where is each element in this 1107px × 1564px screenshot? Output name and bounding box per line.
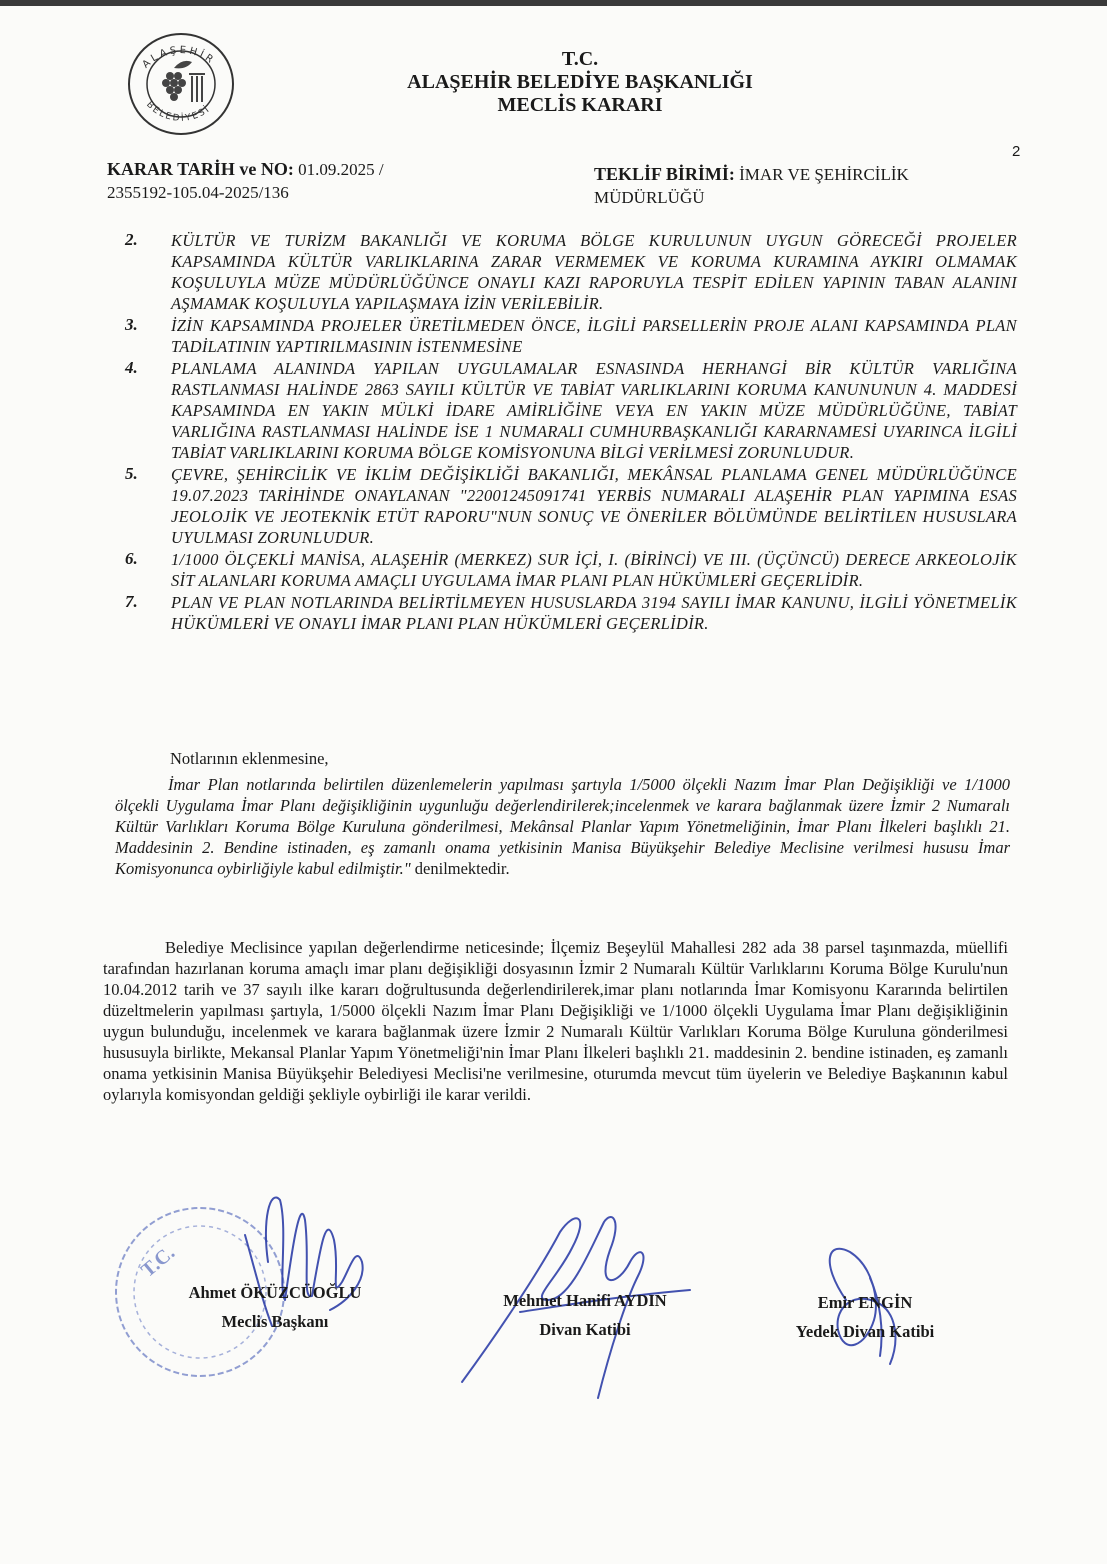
list-item xyxy=(125,315,1017,357)
list-item xyxy=(125,230,1017,314)
plan-notes-list xyxy=(125,230,1017,635)
header-institution: ALAŞEHİR BELEDİYE BAŞKANLIĞI xyxy=(407,71,753,93)
notes-addition-line: Notlarının eklenmesine, xyxy=(170,749,329,768)
item-number: 3. xyxy=(125,315,138,334)
municipality-logo xyxy=(112,28,250,140)
proposing-unit xyxy=(594,163,909,209)
logo-ring-top: ALAŞEHİR xyxy=(140,44,218,71)
proposing-unit-value-2: MÜDÜRLÜĞÜ xyxy=(594,188,705,207)
decision-label: KARAR TARİH ve NO: xyxy=(107,159,294,179)
item-number: 2. xyxy=(125,230,138,249)
signature-secretary xyxy=(470,1286,700,1344)
signature-chair xyxy=(160,1278,390,1336)
signatory-title: Yedek Divan Katibi xyxy=(795,1322,935,1341)
item-number: 7. xyxy=(125,592,138,611)
commission-quote-tail: denilmektedir. xyxy=(410,859,510,878)
stamp-text: T.C. xyxy=(137,1241,180,1282)
item-text: İZİN KAPSAMINDA PROJELER ÜRETİLMEDEN ÖNCE, İLGİLİ PARSELLERİN PROJE ALANI KAPSAMINDA PLAN TADİLATININ YAPTIRILMASININ İSTENMESİNE xyxy=(171,316,1017,356)
item-text: ÇEVRE, ŞEHİRCİLİK VE İKLİM DEĞİŞİKLİĞİ BAKANLIĞI, MEKÂNSAL PLANLAMA GENEL MÜDÜRLÜĞÜNCE 19.07.2023 TARİHİNDE ONAYLANAN "22001245091741 YERBİS NUMARALI ALAŞEHİR PLAN YAPIMINA ESAS JEOLOJİK VE JEOTEKNİK ETÜT RAPORU"NUN SONUÇ VE ÖNERİLER BÖLÜMÜNDE BELİRTİLEN HUSUSLARA UYULMASI ZORUNLUDUR. xyxy=(171,465,1017,547)
proposing-unit-value-1: İMAR VE ŞEHİRCİLİK xyxy=(739,165,909,184)
scan-edge xyxy=(0,0,1107,6)
item-text: PLAN VE PLAN NOTLARINDA BELİRTİLMEYEN HUSUSLARDA 3194 SAYILI İMAR KANUNU, İLGİLİ YÖNETMELİK HÜKÜMLERİ VE ONAYLI İMAR PLANI PLAN HÜKÜMLERİ GEÇERLİDİR. xyxy=(171,593,1017,633)
svg-text:BELEDİYESİ xyxy=(144,100,213,124)
item-number: 4. xyxy=(125,358,138,377)
decision-date-number xyxy=(107,158,384,204)
proposing-unit-label: TEKLİF BİRİMİ: xyxy=(594,164,735,184)
list-item xyxy=(125,549,1017,591)
list-item xyxy=(125,464,1017,548)
signatory-title: Divan Katibi xyxy=(539,1320,631,1339)
decision-date: 01.09.2025 / xyxy=(298,160,384,179)
header-tc: T.C. xyxy=(561,48,599,70)
item-text: KÜLTÜR VE TURİZM BAKANLIĞI VE KORUMA BÖLGE KURULUNUN UYGUN GÖRECEĞİ PROJELER KAPSAMINDA KÜLTÜR VARLIKLARINA ZARAR VERMEMEK VE KORUMA KURAMINA AYKIRI OLMAMAK KOŞULUYLA MÜZE MÜDÜRLÜĞÜNCE ONAYLI KAZI RAPORUYLA TESPİT EDİLEN YAPININ TABAN ALANINI AŞMAMAK KOŞULUYLA YAPILAŞMAYA İZİN VERİLEBİLİR. xyxy=(171,231,1017,313)
list-item xyxy=(125,358,1017,463)
signatory-name: Emir ENGİN xyxy=(817,1293,913,1312)
header-doc-type: MECLİS KARARI xyxy=(497,94,663,116)
signature-deputy-secretary xyxy=(760,1288,970,1346)
signatory-name: Mehmet Hanifi AYDIN xyxy=(503,1291,667,1310)
decision-paragraph: Belediye Meclisince yapılan değerlendirme neticesinde; İlçemiz Beşeylül Mahallesi 282 ada 38 parsel taşınmazda, müellifi tarafından hazırlanan koruma amaçlı imar planı değişikliği dosyasının İzmir 2 Numaralı Kültür Varlıklarını Koruma Bölge Kurulu'nun 10.04.2012 tarih ve 37 sayılı ilke kararı doğrultusunda değerlendirilerek,imar planı notlarında İmar Komisyonu Kararında belirtilen düzeltmelerin yapılması şartıyla, 1/5000 ölçekli Nazım İmar Planı Değişikliği ve 1/1000 ölçekli Uygulama İmar Planı değişikliğinin uygun bulunduğu, incelenmek ve karara bağlanmak üzere İzmir 2 Numaralı Kültür Varlıkları Koruma Bölge Kuruluna gönderilmesi hususuyla birlikte, Mekansal Planlar Yapım Yönetmeliği'nin İmar Planı İlkeleri başlıklı 21. maddesinin 2. bendine istinaden, eş zamanlı onama yetkisinin Manisa Büyükşehir Belediyesi Meclisi'ne verilmesine, oturumda mevcut tüm üyelerin ve Belediye Başkanının kabul oylarıyla komisyondan geldiği şekliyle oybirliği ile karar verildi. xyxy=(103,938,1008,1104)
page-number: 2 xyxy=(1012,143,1021,160)
commission-quote xyxy=(115,774,1010,879)
item-text: PLANLAMA ALANINDA YAPILAN UYGULAMALAR ESNASINDA HERHANGİ BİR KÜLTÜR VARLIĞINA RASTLANMASI HALİNDE 2863 SAYILI KÜLTÜR VE TABİAT VARLIKLARINI KORUMA KANUNUNUN 4. MADDESİ KAPSAMINDA EN YAKIN MÜLKİ İDARE AMİRLİĞİNE VEYA EN YAKIN MÜZE MÜDÜRLÜĞÜNE, TABİAT VARLIĞINA RASTLANMASI HALİNDE İSE 1 NUMARALI CUMHURBAŞKANLIĞI KARARNAMESİ UYARINCA İLGİLİ TABİAT VARLIKLARINI KORUMA BÖLGE KOMİSYONUNA BİLGİ VERİLMESİ ZORUNLUDUR. xyxy=(171,359,1017,462)
signatory-title: Meclis Başkanı xyxy=(221,1312,329,1331)
signatory-name: Ahmet ÖKÜZCÜOĞLU xyxy=(188,1283,362,1302)
item-number: 6. xyxy=(125,549,138,568)
decision-number: 2355192-105.04-2025/136 xyxy=(107,183,289,202)
item-text: 1/1000 ÖLÇEKLİ MANİSA, ALAŞEHİR (MERKEZ) SUR İÇİ, I. (BİRİNCİ) VE III. (ÜÇÜNCÜ) DERECE ARKEOLOJİK SİT ALANLARI KORUMA AMAÇLI UYGULAMA İMAR PLANI PLAN HÜKÜMLERİ GEÇERLİDİR. xyxy=(171,550,1017,590)
list-item xyxy=(125,592,1017,634)
logo-ring-bottom: BELEDİYESİ xyxy=(144,99,213,124)
item-number: 5. xyxy=(125,464,138,483)
document-header xyxy=(380,48,780,117)
commission-quote-text: İmar Plan notlarında belirtilen düzenlemelerin yapılması şartıyla 1/5000 ölçekli Nazım İmar Plan Değişikliği ve 1/1000 ölçekli Uygulama İmar Planı değişikliğinin uygunluğu değerlendirilerek;incelenmek ve karara bağlanmak üzere İzmir 2 Numaralı Kültür Varlıkları Koruma Bölge Kuruluna gönderilmesi, Mekânsal Planlar Yapım Yönetmeliğinin, İmar Planı İlkeleri başlıklı 21. Maddesinin 2. Bendine istinaden, eş zamanlı onama yetkisinin Manisa Büyükşehir Belediye Meclisine verilmesi hususu İmar Komisyonunca oybirliğiyle kabul edilmiştir." xyxy=(115,775,1010,878)
